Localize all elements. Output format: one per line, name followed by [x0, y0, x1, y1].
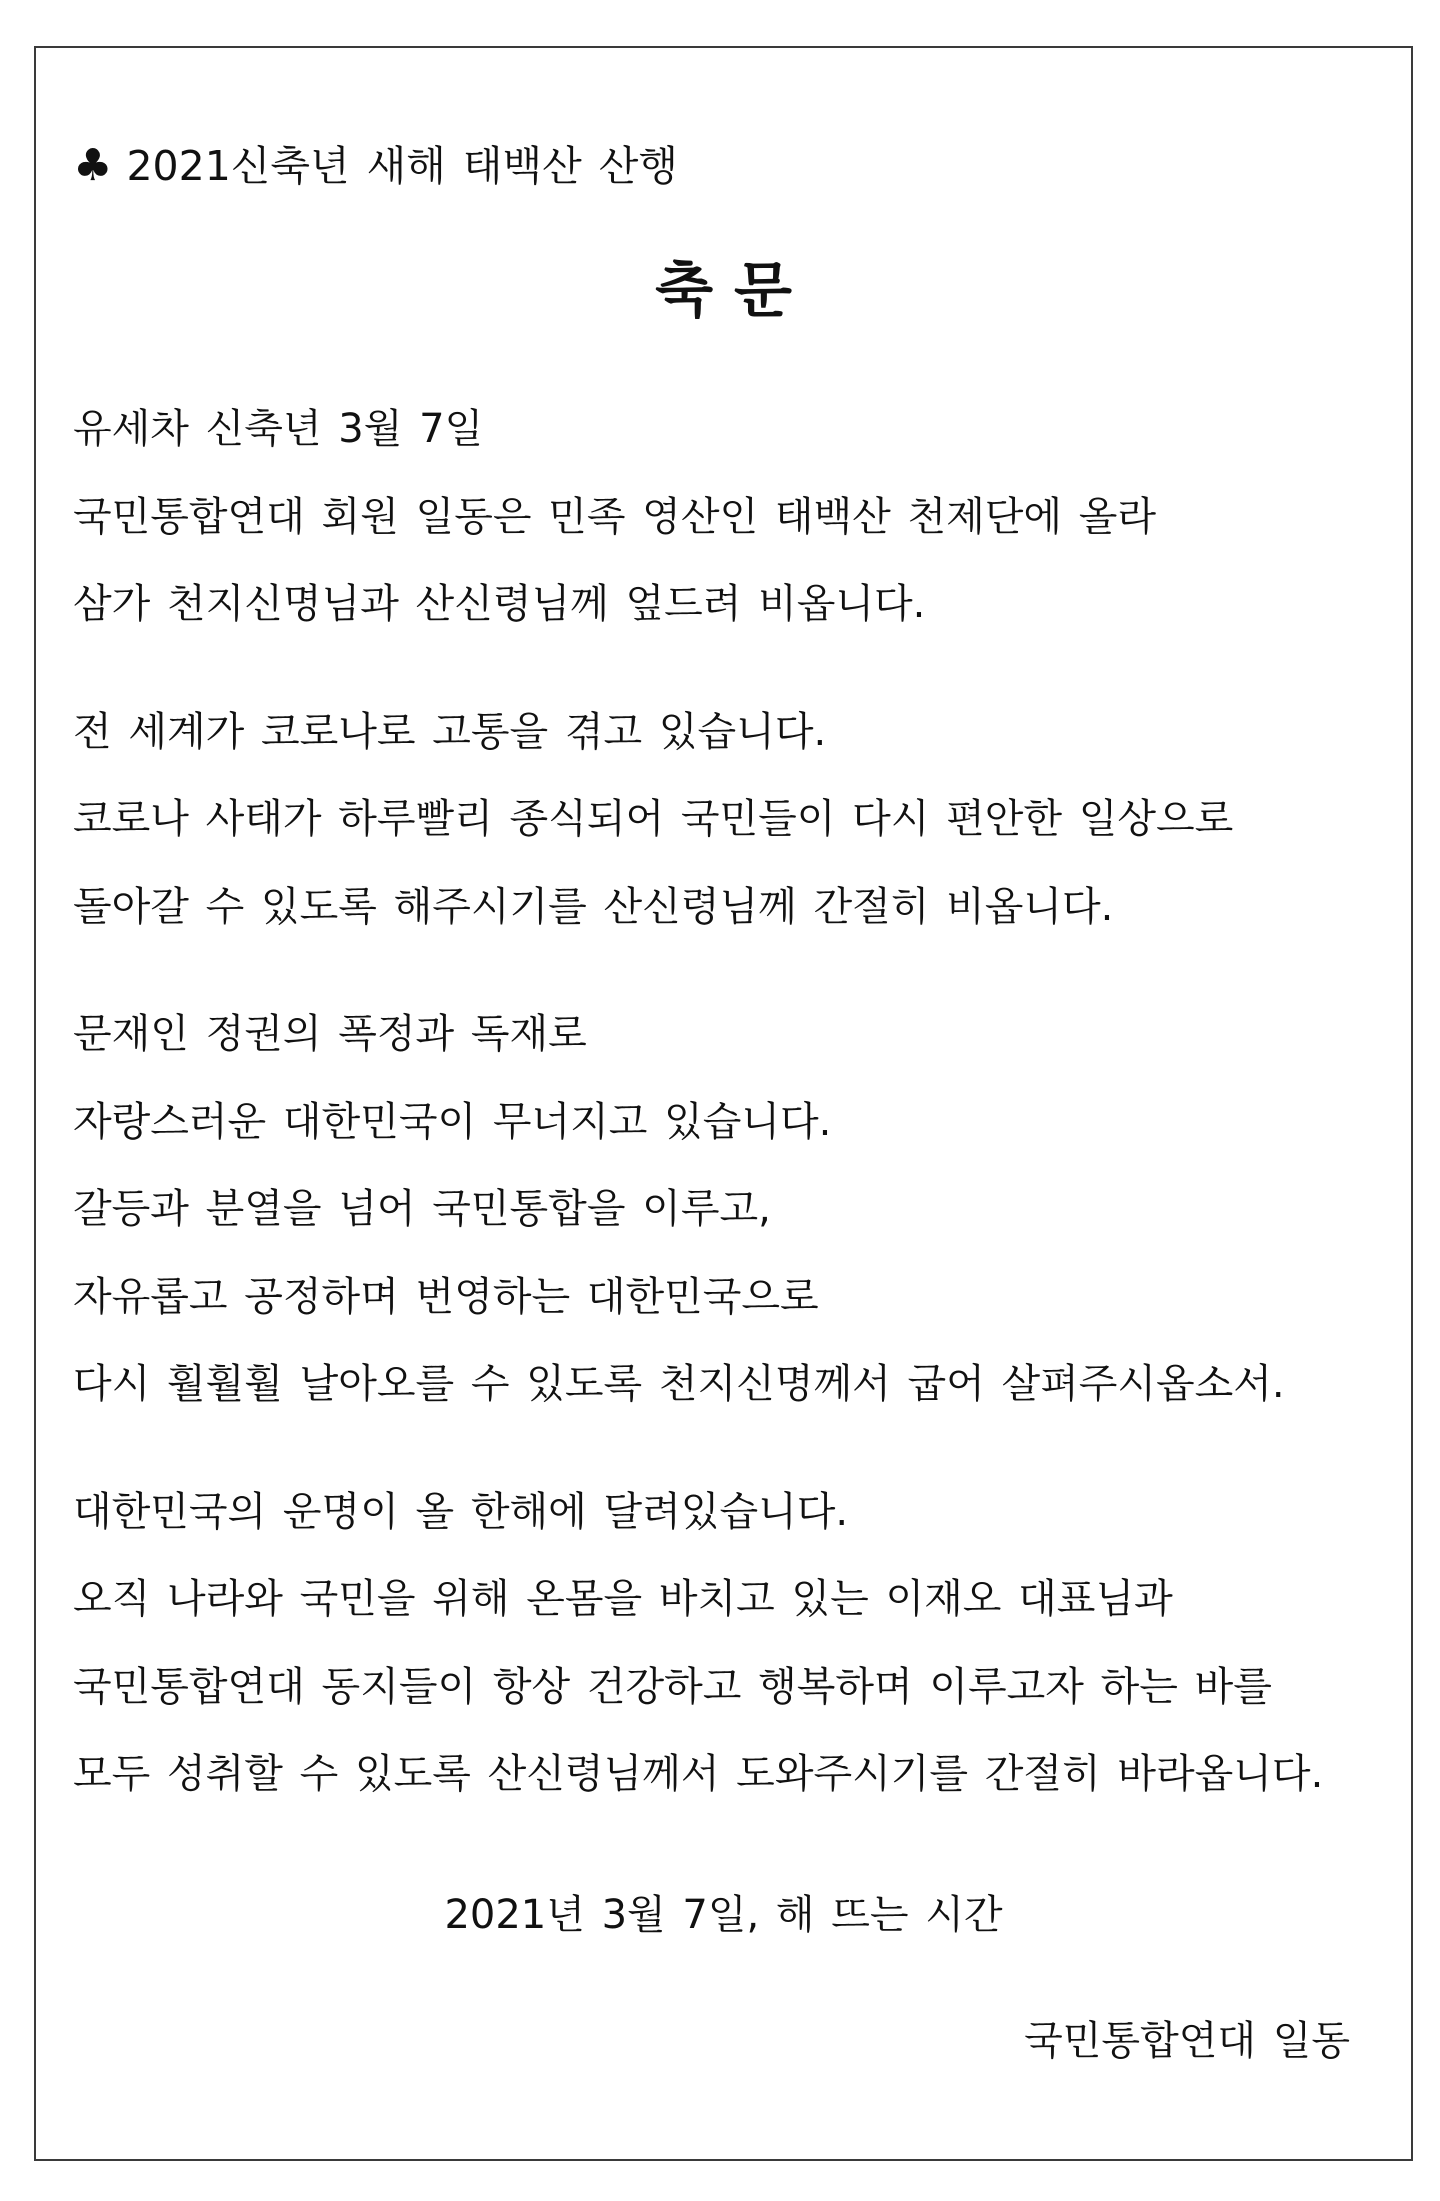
- text-line: 대한민국의 운명이 올 한해에 달려있습니다.: [73, 1488, 849, 1535]
- paragraph-4: [36, 1469, 1411, 1819]
- text-line: 자유롭고 공정하며 번영하는 대한민국으로: [73, 1273, 819, 1320]
- paragraph-3: [36, 991, 1411, 1429]
- text-line: 국민통합연대 동지들이 항상 건강하고 행복하며 이루고자 하는 바를: [73, 1663, 1272, 1710]
- text-line: 모두 성취할 수 있도록 산신령님께서 도와주시기를 간절히 바라옵니다.: [73, 1751, 1324, 1797]
- signature: 국민통합연대 일동: [1024, 2018, 1350, 2064]
- paragraph-2: [36, 689, 1411, 952]
- document-title: 2021신축년 새해 태백산 산행: [126, 142, 678, 190]
- text-line: 문재인 정권의 폭정과 독재로: [73, 1011, 587, 1057]
- text-line: 돌아갈 수 있도록 해주시기를 산신령님께 간절히 비옵니다.: [73, 883, 1114, 930]
- text-line: 오직 나라와 국민을 위해 온몸을 바치고 있는 이재오 대표님과: [73, 1576, 1173, 1622]
- title-line: [36, 122, 1411, 210]
- paragraph-1: [36, 386, 1411, 649]
- document-frame: [34, 46, 1413, 2161]
- club-icon: ♣: [73, 140, 113, 191]
- text-line: 코로나 사태가 하루빨리 종식되어 국민들이 다시 편안한 일상으로: [73, 796, 1234, 842]
- text-line: 갈등과 분열을 넘어 국민통합을 이루고,: [73, 1186, 771, 1232]
- text-line: 유세차 신축년 3월 7일: [73, 406, 484, 452]
- heading: 축 문: [655, 255, 792, 326]
- text-line: 다시 훨훨훨 날아오를 수 있도록 천지신명께서 굽어 살펴주시옵소서.: [73, 1361, 1285, 1407]
- text-line: 국민통합연대 회원 일동은 민족 영산인 태백산 천제단에 올라: [73, 493, 1157, 540]
- text-line: 전 세계가 코로나로 고통을 겪고 있습니다.: [73, 708, 827, 755]
- text-line: 자랑스러운 대한민국이 무너지고 있습니다.: [73, 1098, 832, 1145]
- text-line: 삼가 천지신명님과 산신령님께 엎드려 비옵니다.: [73, 581, 926, 627]
- date-line: 2021년 3월 7일, 해 뜨는 시간: [444, 1891, 1003, 1938]
